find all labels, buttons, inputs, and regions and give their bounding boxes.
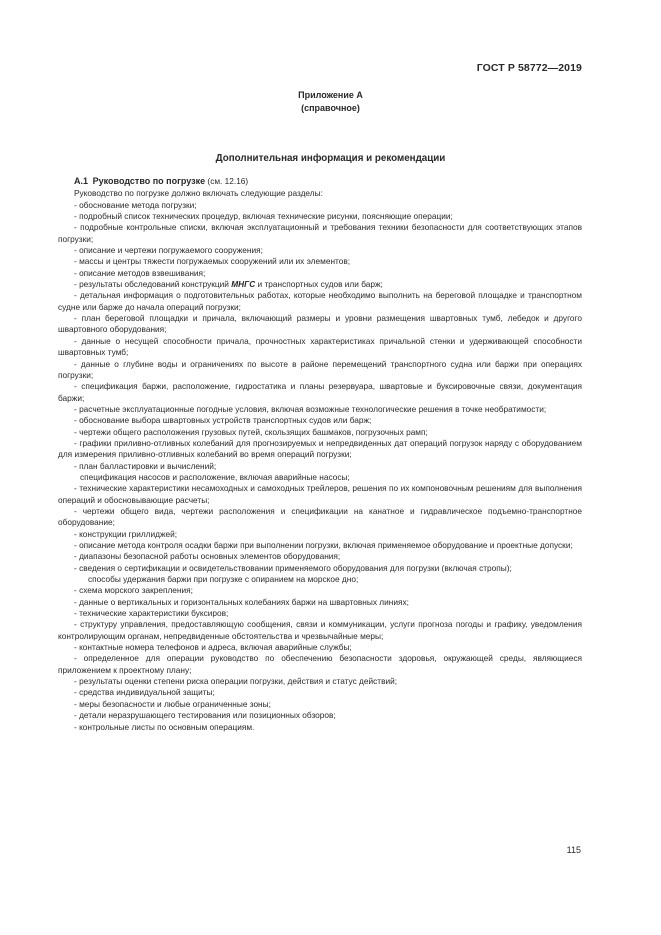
list-item: - технические характеристики несамоходных и самоходных трейлеров, решения по их компоновочным решениям для выполнения операций и обосновывающие расчеты; <box>58 483 582 505</box>
list-item: - план береговой площадки и причала, включающий размеры и уровни размещения швартовных тумб, лебедок и другого швартовного оборудования; <box>58 313 582 335</box>
list-item: - детали неразрушающего тестирования или позиционных обзоров; <box>74 710 336 721</box>
list-item: спецификация насосов и расположение, включая аварийные насосы; <box>80 471 350 482</box>
document-body <box>58 176 582 733</box>
list-item: - массы и центры тяжести погружаемых сооружений или их элементов; <box>74 256 351 267</box>
list-item-mngs <box>58 279 582 290</box>
list-item: - обоснование выбора швартовных устройств транспортных судов или барж; <box>74 415 372 426</box>
list-item: - результаты оценки степени риска операции погрузки, действия и статус действий; <box>74 676 398 687</box>
list-item: - структуру управления, предоставляющую сообщения, связи и коммуникации, услуги прогноза погоды и графику, уведомления контролирующим органам, непредвиденные обстоятельства и чрезвычайные меры; <box>58 619 582 641</box>
list-item: - план балластировки и вычислений; <box>74 460 217 471</box>
list-item: - описание метода контроля осадки баржи при выполнении погрузки, включая применяемое оборудование и проектные допуски; <box>74 540 573 550</box>
list-item: - контактные номера телефонов и адреса, включая аварийные службы; <box>74 642 352 653</box>
list-item: - спецификация баржи, расположение, гидростатика и планы резервуара, швартовые и буксировочные связи, документация баржи; <box>58 381 582 403</box>
page-number: 115 <box>566 845 581 855</box>
list-item: - данные о вертикальных и горизонтальных колебаниях баржи на швартовных линиях; <box>74 596 409 607</box>
document-header: ГОСТ Р 58772—2019 <box>476 62 582 74</box>
list-item: - данные о несущей способности причала, прочностных характеристиках причальной стенки и удерживающей способности швартовных тумб; <box>58 335 582 358</box>
list-item: - подробный список технических процедур, включая технические рисунки, поясняющие операции; <box>74 211 453 222</box>
list-item: - чертежи общего расположения грузовых путей, скользящих башмаков, погрузочных рамп; <box>74 426 428 437</box>
list-item: - определенное для операции руководство по обеспечению безопасности здоровья, окружающей среды, являющиеся приложением к проектному плану; <box>58 653 582 675</box>
list-item: - средства индивидуальной защиты; <box>74 687 215 698</box>
list-item: - описание и чертежи погружаемого сооружения; <box>74 245 263 256</box>
list-item: - технические характеристики буксиров; <box>74 608 229 619</box>
subsection-title: Руководство по погрузке <box>92 176 206 186</box>
list-item: - меры безопасности и любые ограниченные зоны; <box>74 698 271 709</box>
appendix-title: Приложение А <box>298 90 363 100</box>
list-item: - сведения о сертификации и освидетельствовании применяемого оборудования для погрузки (включая стропы); <box>74 562 512 573</box>
list-item-text: - результаты обследований конструкций <box>74 279 232 290</box>
list-item: - диапазоны безопасной работы основных элементов оборудования; <box>74 551 341 562</box>
list-item: - описание методов взвешивания; <box>74 267 206 278</box>
list-item: способы удержания баржи при погрузке с опиранием на морское дно; <box>88 574 359 585</box>
list-item: - конструкции гриллиджей; <box>74 528 178 539</box>
list-item: - обоснование метода погрузки; <box>74 199 197 210</box>
subsection-heading <box>58 176 582 187</box>
list-item: - детальная информация о подготовительных работах, которые необходимо выполнить на береговой площадке и транспортном судне или барже до начала операций погрузки; <box>58 290 582 312</box>
appendix-subtitle: (справочное) <box>301 103 360 113</box>
list-item: - чертежи общего вида, чертежи расположения и спецификации на канатное и гидравлическое подъемно-транспортное оборудование; <box>58 505 582 528</box>
list-item: - данные о глубине воды и ограничениях по высоте в районе перемещений транспортного судна или баржи при операциях погрузки; <box>58 358 582 380</box>
list-item-text: и транспортных судов или барж; <box>255 279 383 290</box>
list-item: - расчетные эксплуатационные погодные условия, включая возможные технологические решения в точке необратимости; <box>74 403 547 414</box>
subsection-number: А.1 <box>74 176 89 186</box>
paragraph: Руководство по погрузке должно включать следующие разделы: <box>74 188 323 199</box>
list-item-emphasis: МНГС <box>231 279 256 290</box>
section-title: Дополнительная информация и рекомендации <box>215 153 446 164</box>
list-item: - подробные контрольные списки, включая эксплуатационный и требования техники безопасности для соответствующих этапов погрузки; <box>58 222 582 244</box>
list-item: - схема морского закрепления; <box>74 585 193 596</box>
subsection-ref: (см. 12.16) <box>205 176 249 186</box>
list-item: - графики приливно-отливных колебаний для прогнозируемых и непредвиденных дат операций погрузок наряду с оборудованием для измерения приливно-отливных колебаний во время операций погрузки; <box>58 437 582 460</box>
list-item: - контрольные листы по основным операциям. <box>74 721 255 732</box>
